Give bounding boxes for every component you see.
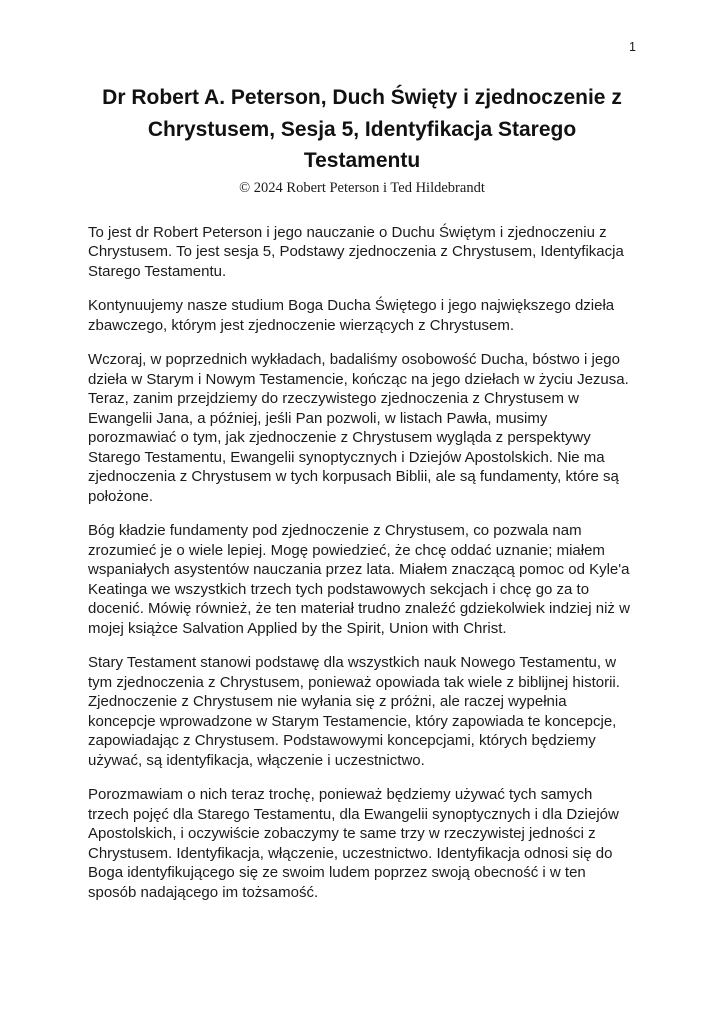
paragraph: Kontynuujemy nasze studium Boga Ducha Świętego i jego największego dzieła zbawczego, którym jest zjednoczenie wierzących z Chrystusem.: [88, 297, 615, 334]
document-title: Dr Robert A. Peterson, Duch Święty i zjednoczenie z Chrystusem, Sesja 5, Identyfikacja Starego Testamentu: [102, 86, 622, 172]
page-number: 1: [629, 40, 636, 54]
body-text: [88, 223, 636, 903]
paragraph: Stary Testament stanowi podstawę dla wszystkich nauk Nowego Testamentu, w tym zjednoczenia z Chrystusem, ponieważ opowiada tak wiele z biblijnej historii. Zjednoczenie z Chrystusem nie wyłania się z próżni, ale raczej wypełnia koncepcje wprowadzone w Starym Testamencie, który zapowiada te koncepcje, zapowiadając z Chrystusem. Podstawowymi koncepcjami, których będziemy używać, są identyfikacja, włączenie i uczestnictwo.: [88, 654, 620, 769]
copyright-line: © 2024 Robert Peterson i Ted Hildebrandt: [239, 179, 485, 196]
paragraph: Bóg kładzie fundamenty pod zjednoczenie z Chrystusem, co pozwala nam zrozumieć je o wiele lepiej. Mogę powiedzieć, że chcę oddać uznanie; miałem wspaniałych asystentów nauczania przez lata. Miałem znaczącą pomoc od Kyle'a Keatinga we wszystkich trzech tych podstawowych sekcjach i chcę go za to docenić. Mówię również, że ten materiał trudno znaleźć gdziekolwiek indziej niż w mojej książce Salvation Applied by the Spirit, Union with Christ.: [88, 522, 630, 637]
paragraph: To jest dr Robert Peterson i jego nauczanie o Duchu Świętym i zjednoczeniu z Chrystusem. To jest sesja 5, Podstawy zjednoczenia z Chrystusem, Identyfikacja Starego Testamentu.: [88, 223, 624, 280]
paragraph: Porozmawiam o nich teraz trochę, ponieważ będziemy używać tych samych trzech pojęć dla Starego Testamentu, dla Ewangelii synoptycznych i dla Dziejów Apostolskich, i oczywiście zobaczymy te same trzy w rzeczywistej jedności z Chrystusem. Identyfikacja, włączenie, uczestnictwo. Identyfikacja odnosi się do Boga identyfikującego się ze swoim ludem poprzez swoją obecność i w ten sposób nadającego im tożsamość.: [88, 786, 619, 901]
paragraph: Wczoraj, w poprzednich wykładach, badaliśmy osobowość Ducha, bóstwo i jego dzieła w Starym i Nowym Testamencie, kończąc na jego dziełach w życiu Jezusa. Teraz, zanim przejdziemy do rzeczywistego zjednoczenia z Chrystusem w Ewangelii Jana, a później, jeśli Pan pozwoli, w listach Pawła, musimy porozmawiać o tym, jak zjednoczenie z Chrystusem wygląda z perspektywy Starego Testamentu, Ewangelii synoptycznych i Dziejów Apostolskich. Nie ma zjednoczenia z Chrystusem w tych korpusach Biblii, ale są fundamenty, które są położone.: [88, 351, 629, 505]
